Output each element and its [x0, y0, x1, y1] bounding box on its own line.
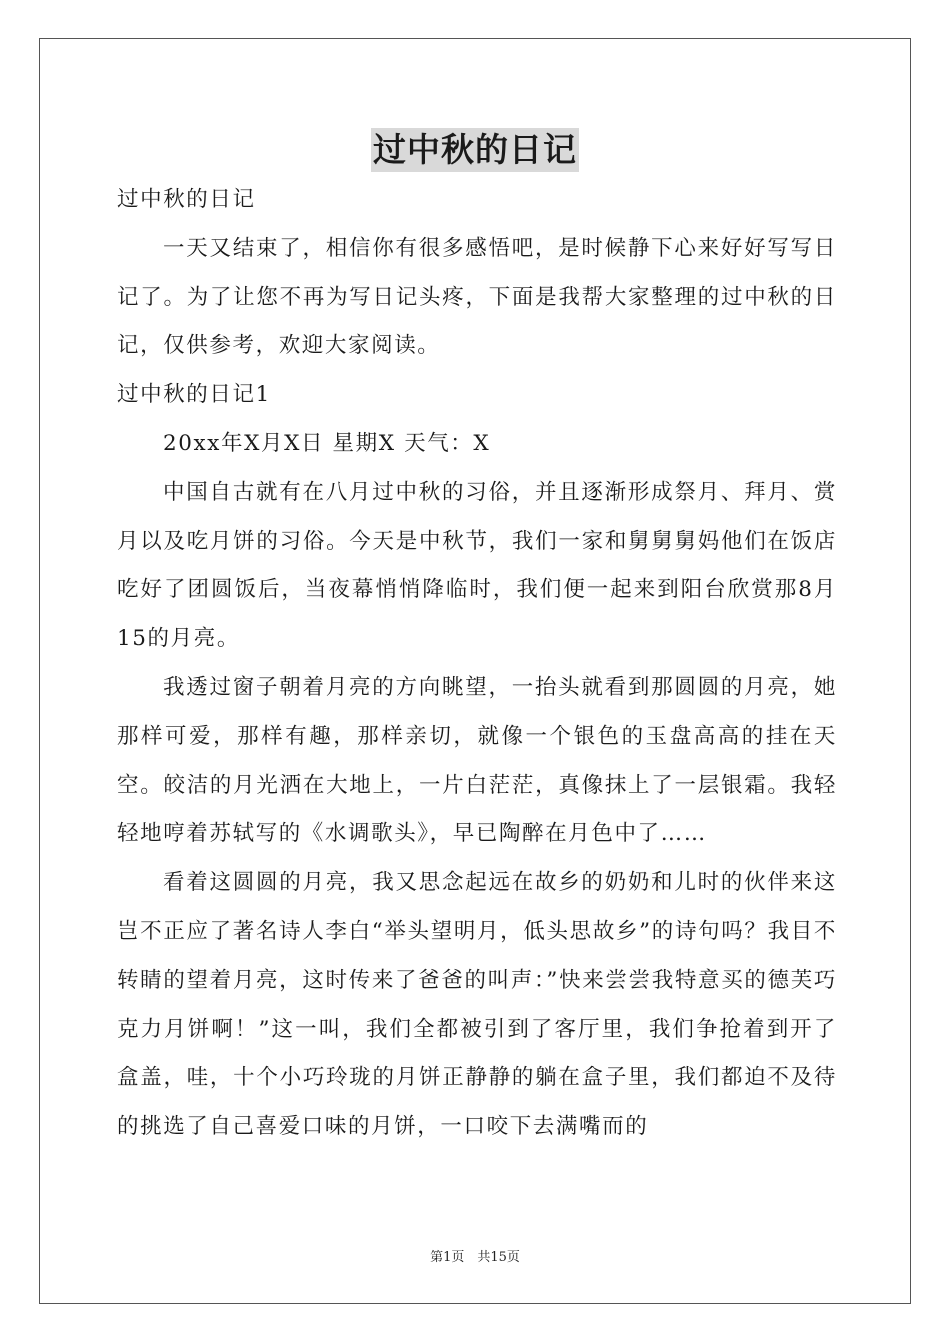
paragraph-date-line: 20xx年X月X日 星期X 天气：X [163, 430, 491, 456]
document-body [117, 176, 837, 1152]
paragraph-body: 我透过窗子朝着月亮的方向眺望，一抬头就看到那圆圆的月亮，她那样可爱，那样有趣，那样亲切，就像一个银色的玉盘高高的挂在天空。皎洁的月光洒在大地上，一片白茫茫，真像抹上了一层银霜。我轻轻地哼着苏轼写的《水调歌头》，早已陶醉在月色中了…… [117, 674, 837, 847]
paragraph-body: 看着这圆圆的月亮，我又思念起远在故乡的奶奶和儿时的伙伴来这岂不正应了著名诗人李白“举头望明月，低头思故乡”的诗句吗？我目不转睛的望着月亮，这时传来了爸爸的叫声：”快来尝尝我特意买的德芙巧克力月饼啊！”这一叫，我们全都被引到了客厅里，我们争抢着到开了盒盖，哇，十个小巧玲珑的月饼正静静的躺在盒子里，我们都迫不及待的挑选了自己喜爱口味的月饼，一口咬下去满嘴而的 [117, 870, 837, 1140]
paragraph-intro: 一天又结束了，相信你有很多感悟吧，是时候静下心来好好写写日记了。为了让您不再为写日记头疼，下面是我帮大家整理的过中秋的日记，仅供参考，欢迎大家阅读。 [117, 235, 837, 359]
document-title: 过中秋的日记 [371, 128, 579, 172]
document-title-container [0, 126, 950, 174]
page-footer: 第1页 共15页 [430, 1250, 520, 1265]
paragraph-heading: 过中秋的日记 [117, 187, 256, 212]
paragraph-body: 中国自古就有在八月过中秋的习俗，并且逐渐形成祭月、拜月、赏月以及吃月饼的习俗。今天是中秋节，我们一家和舅舅舅妈他们在饭店吃好了团圆饭后，当夜幕悄悄降临时，我们便一起来到阳台欣赏那8月15的月亮。 [117, 479, 837, 652]
paragraph-subheading: 过中秋的日记1 [117, 382, 271, 408]
